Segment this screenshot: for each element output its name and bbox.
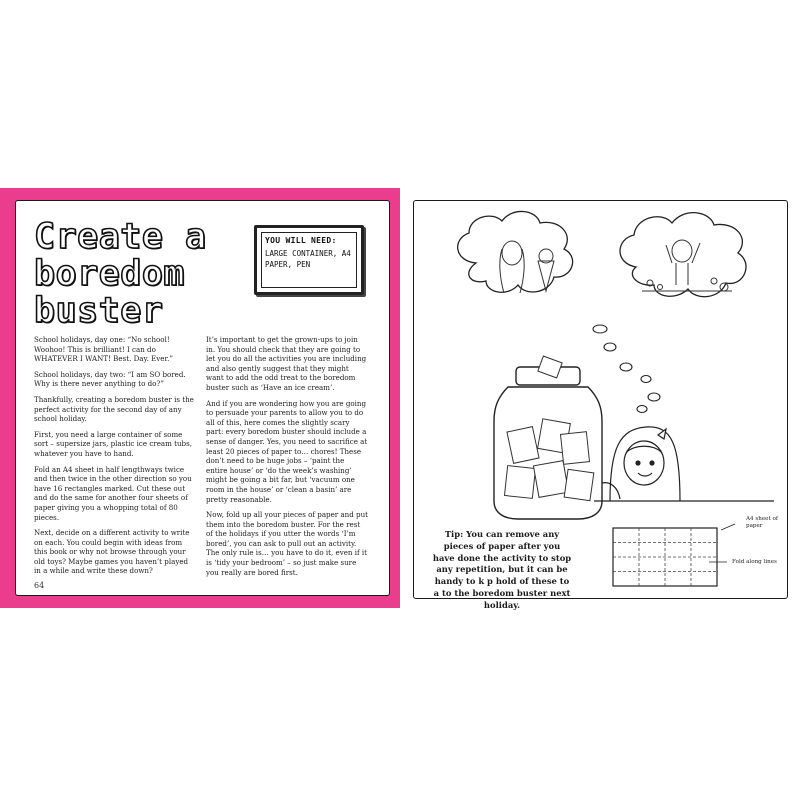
paragraph: Next, decide on a different activity to write on each. You could begin with ideas from this book or why not browse through your old toys? Maybe games you haven’t played in a while and write these down? [34,528,190,576]
folded-paper-diagram [609,516,739,591]
paragraph: Thankfully, creating a boredom buster is the perfect activity for the second day of any school holiday. [34,394,194,424]
thought-cloud-ice-cream [458,211,573,292]
left-page [0,188,400,608]
paragraph: Now, fold up all your pieces of paper and put them into the boredom buster. For the rest of the holidays if you utter the words ‘I’m bored’, you can ask to pull out an activity. The only rule is… you have to do it, even if it is ‘tidy your bedroom’ – so just make sure you really are bored first. [206,510,368,577]
girl-peeking [594,427,774,501]
you-will-need-box [254,225,364,295]
page-title: Create a boredom buster [34,217,207,331]
diagram-label-fold: Fold along lines [732,559,777,565]
tip-text: Tip: You can remove any pieces of paper after you have done the activity to stop any repetition, but it can be handy to k p hold of these to a to the boredom buster next holiday. [432,529,572,610]
paragraph: It’s important to get the grown-ups to join in. You should check that they are going to let you do all the activities you are including and also gently suggest that they might want to add the odd treat to the boredom buster such as ‘Have an ice cream’. [206,335,367,392]
right-page [413,188,791,608]
boredom-jar-illustration [414,201,787,521]
paragraph: School holidays, day two: “I am SO bored. Why is there never anything to do?” [34,369,186,389]
paragraph: And if you are wondering how you are going to persuade your parents to allow you to do all of this, here comes the slightly scary part: every boredom buster should include a sense of danger. Yes, you need to sacrifice at least 20 pieces of paper to… chores! These don’t need to be huge jobs – ‘paint the entire house’ or ‘do the week’s washing’ might be going a bit far, but ‘vacuum one room in the house’ or ‘clean a basin’ are pretty reasonable. [206,398,368,504]
right-page-panel [413,200,788,610]
you-will-need-items: LARGE CONTAINER, A4 PAPER, PEN [265,249,351,269]
text-column-2 [206,335,368,583]
left-page-panel [15,200,390,596]
page-number: 64 [34,581,45,590]
text-column-1 [34,335,196,582]
you-will-need-heading: YOU WILL NEED: [265,236,337,245]
paragraph: School holidays, day one: “No school! Woohoo! This is brilliant! I can do WHATEVER I WANT! Best. Day. Ever.” [34,335,173,364]
paragraph: First, you need a large container of some sort – supersize jars, plastic ice cream tubs, whatever you have to hand. [34,429,192,458]
thought-bubbles [593,325,660,413]
paragraph: Fold an A4 sheet in half lengthways twice and then twice in the other direction so you have 16 rectangles marked. Cut these out and do the same for another four sheets of paper giving you a whopping total of 80 pieces. [34,464,192,522]
diagram-label-a4: A4 sheet of paper [746,516,778,529]
